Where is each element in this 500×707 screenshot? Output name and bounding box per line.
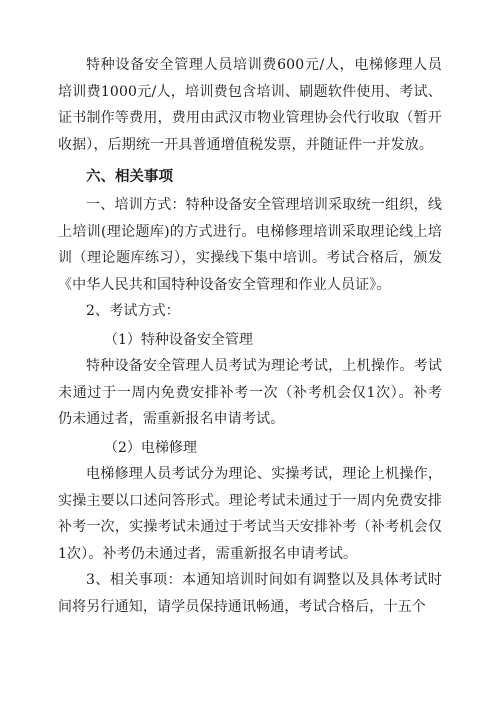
safety-management-exam-paragraph: 特种设备安全管理人员考试为理论考试，上机操作。考试未通过于一周内免费安排补考一次（补考机会仅1次）。补考仍未通过者，需重新报名申请考试。 [58,358,442,427]
fee-paragraph: 特种设备安全管理人员培训费600元/人，电梯修理人员培训费1000元/人，培训费包含培训、刷题软件使用、考试、证书制作等费用，费用由武汉市物业管理协会代行收取（暂开收据），后期统一开具普通增值税发票，并随证件一并发放。 [58,57,442,153]
training-method-paragraph: 一、培训方式：特种设备安全管理培训采取统一组织，线上培训(理论题库)的方式进行。电梯修理培训采取理论线上培训（理论题库练习），实操线下集中培训。考试合格后，颁发《中华人民共和国特种设备安全管理和作业人员证》。 [58,197,442,293]
elevator-repair-subheading: （2）电梯修理 [104,439,197,456]
section-six-heading: 六、相关事项 [86,168,173,185]
related-matters-paragraph: 3、相关事项：本通知培训时间如有调整以及具体考试时间将另行通知，请学员保持通讯畅通，考试合格后，十五个 [58,572,442,615]
elevator-repair-exam-paragraph: 电梯修理人员考试分为理论、实操考试，理论上机操作，实操主要以口述问答形式。理论考试未通过于一周内免费安排补考一次，实操考试未通过于考试当天安排补考（补考机会仅1次）。补考仍未通过者，需重新报名申请考试。 [58,466,442,562]
exam-method-heading: 2、考试方式： [86,303,180,319]
safety-management-subheading: （1）特种设备安全管理 [104,331,253,348]
document-body [58,52,442,620]
